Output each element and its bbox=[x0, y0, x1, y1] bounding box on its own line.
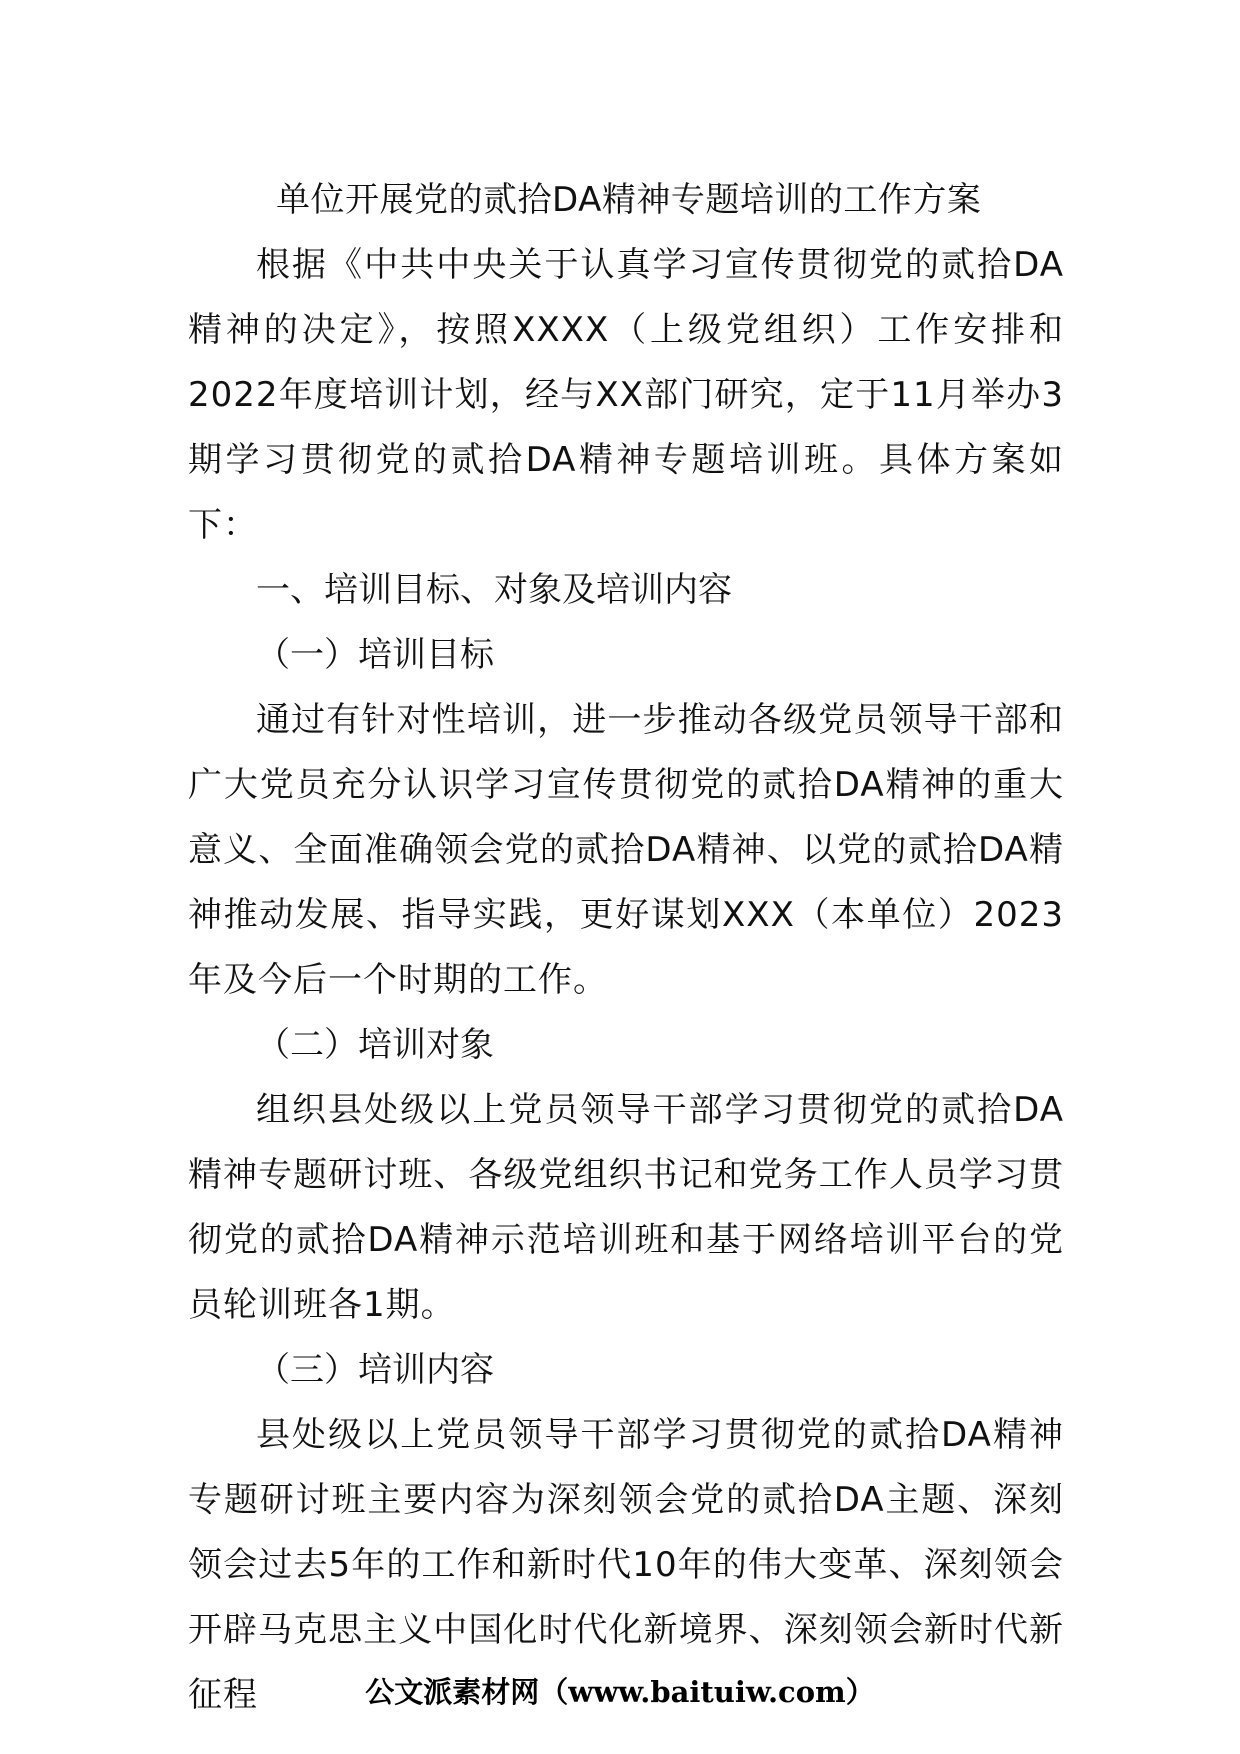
content-paragraph: 县处级以上党员领导干部学习贯彻党的贰拾DA精神专题研讨班主要内容为深刻领会党的贰拾DA主题、深刻领会过去5年的工作和新时代10年的伟大变革、深刻领会开辟马克思主义中国化时代化新境界、深刻领会新时代新征程 bbox=[188, 1415, 1064, 1715]
document-title: 单位开展党的贰拾DA精神专题培训的工作方案 bbox=[276, 180, 982, 220]
document-body bbox=[188, 168, 1064, 1728]
goals-paragraph: 通过有针对性培训，进一步推动各级党员领导干部和广大党员充分认识学习宣传贯彻党的贰拾DA精神的重大意义、全面准确领会党的贰拾DA精神、以党的贰拾DA精神推动发展、指导实践，更好谋划XXX（本单位）2023年及今后一个时期的工作。 bbox=[188, 700, 1064, 1000]
subsection-heading-content: （三）培训内容 bbox=[256, 1350, 494, 1390]
subsection-heading-targets: （二）培训对象 bbox=[256, 1025, 494, 1065]
subsection-heading-goals: （一）培训目标 bbox=[256, 635, 494, 675]
intro-paragraph: 根据《中共中央关于认真学习宣传贯彻党的贰拾DA精神的决定》，按照XXXX（上级党组织）工作安排和2022年度培训计划，经与XX部门研究，定于11月举办3期学习贯彻党的贰拾DA精神专题培训班。具体方案如下： bbox=[188, 245, 1064, 545]
section-heading-1: 一、培训目标、对象及培训内容 bbox=[256, 570, 732, 610]
footer-watermark: 公文派素材网（www.baituiw.com） bbox=[365, 1675, 875, 1709]
targets-paragraph: 组织县处级以上党员领导干部学习贯彻党的贰拾DA精神专题研讨班、各级党组织书记和党务工作人员学习贯彻党的贰拾DA精神示范培训班和基于网络培训平台的党员轮训班各1期。 bbox=[188, 1090, 1064, 1325]
